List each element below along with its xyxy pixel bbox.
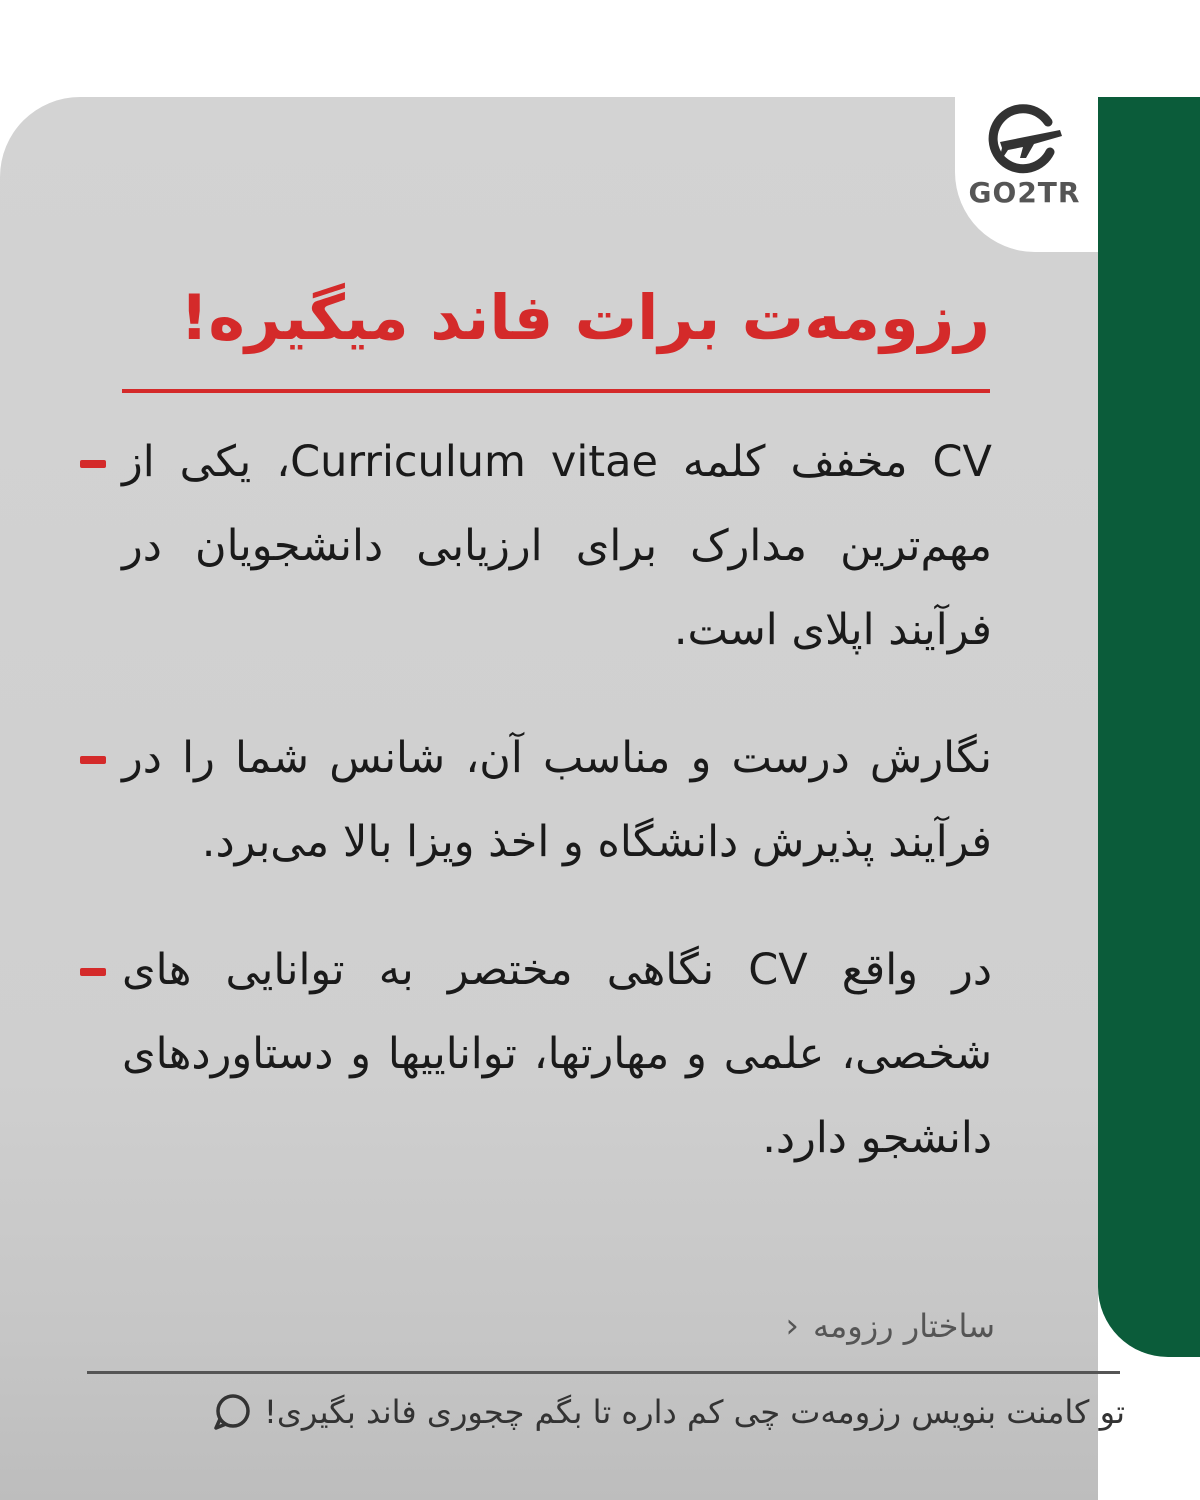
bullet-list <box>80 420 992 1224</box>
list-item <box>80 928 992 1180</box>
bullet-text: CV مخفف کلمه Curriculum vitae، یکی از مهم‌ترین مدارک برای ارزیابی دانشجویان در فرآیند اپلای است. <box>122 437 992 655</box>
title-divider <box>122 389 990 393</box>
comment-bubble-icon <box>212 1392 252 1432</box>
list-item <box>80 716 992 884</box>
bullet-text: در واقع CV نگاهی مختصر به توانایی های شخصی، علمی و مهارتها، تواناییها و دستاوردهای دانشجو دارد. <box>122 945 992 1163</box>
next-topic-label: ساختار رزومه <box>812 1307 995 1345</box>
plane-circle-icon <box>978 100 1068 180</box>
list-item <box>80 420 992 672</box>
bullet-dash-icon <box>80 460 106 468</box>
bullet-text: نگارش درست و مناسب آن، شانس شما را در فرآیند پذیرش دانشگاه و اخذ ویزا بالا می‌برد. <box>122 733 992 867</box>
footer-divider <box>87 1371 1120 1374</box>
page-title: رزومه‌ت برات فاند میگیره! <box>180 281 990 354</box>
bullet-dash-icon <box>80 756 106 764</box>
logo-text: GO2TR <box>968 176 1081 209</box>
bullet-dash-icon <box>80 968 106 976</box>
green-side-panel <box>1098 97 1200 1357</box>
chevron-left-icon: ‹ <box>785 1306 799 1346</box>
next-topic-link[interactable] <box>740 1300 995 1352</box>
cta-text: تو کامنت بنویس رزومه‌ت چی کم داره تا بگم چجوری فاند بگیری! <box>264 1393 1125 1431</box>
comment-cta[interactable] <box>80 1380 1125 1444</box>
